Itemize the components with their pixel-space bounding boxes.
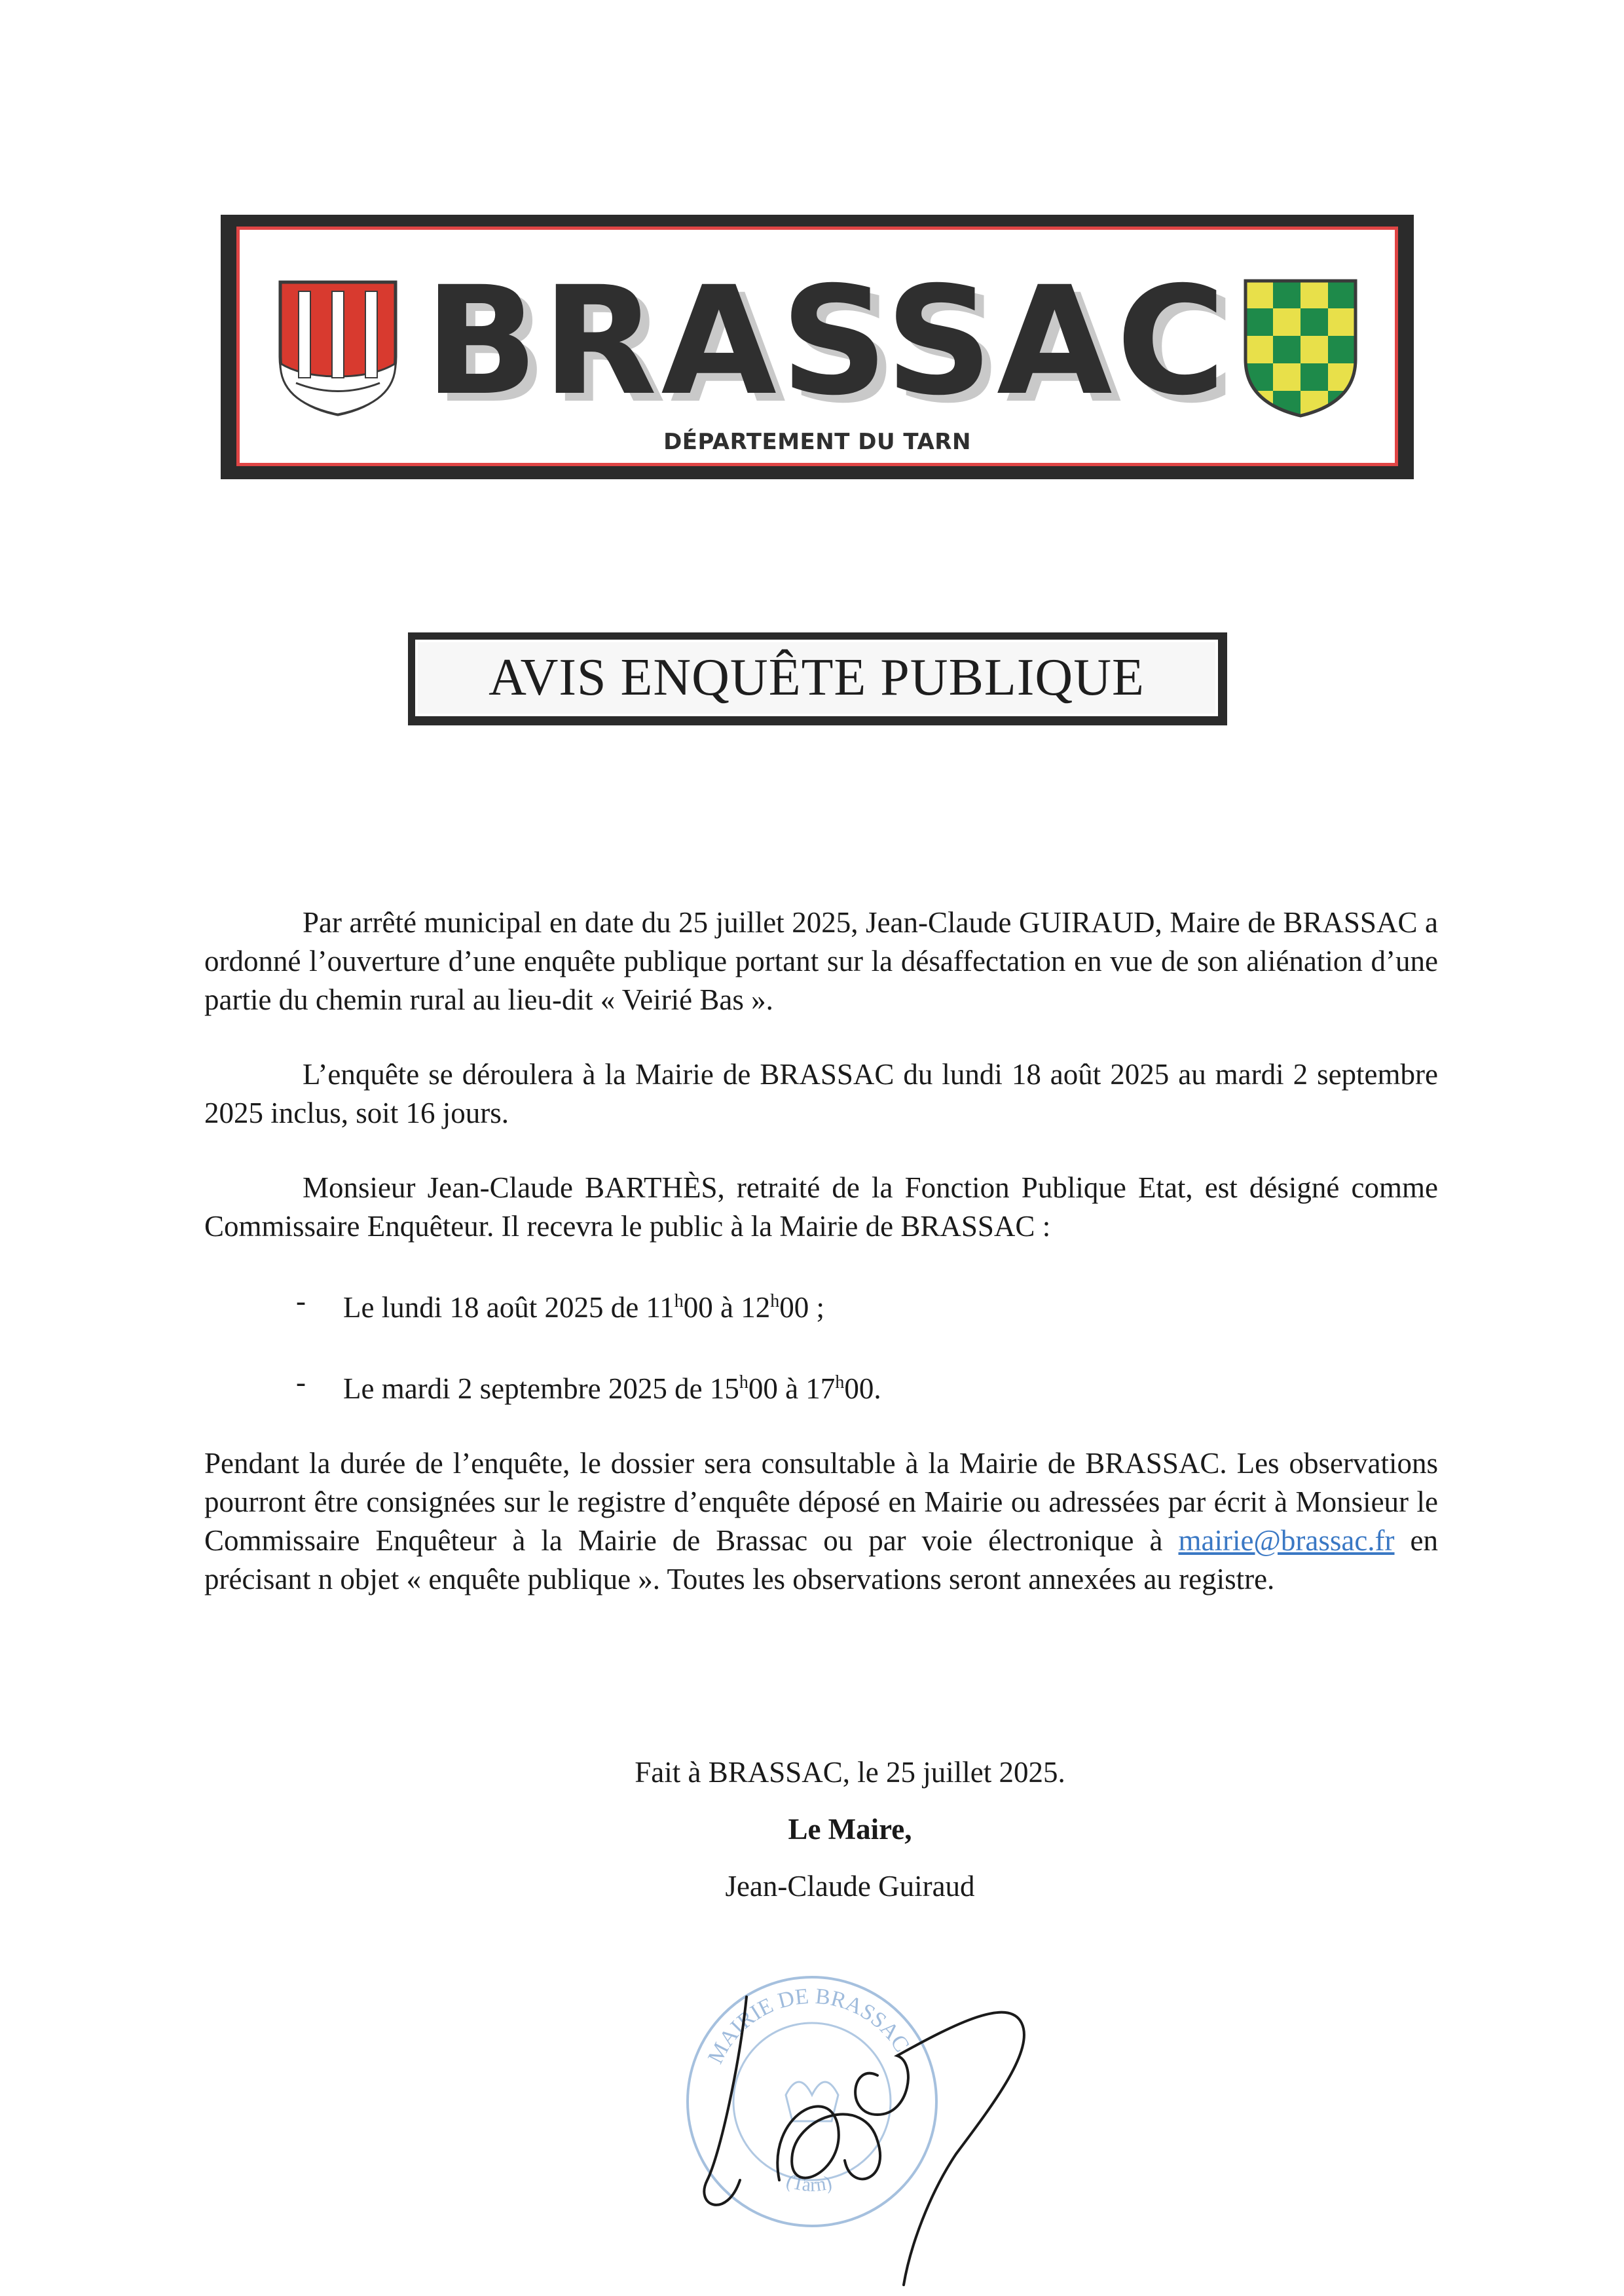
title-frame [408,632,1227,725]
schedule-mid: 00 à 17 [748,1372,836,1405]
schedule-prefix: Le mardi 2 septembre 2025 de 15 [343,1372,739,1405]
svg-text:MAIRIE DE BRASSAC: MAIRIE DE BRASSAC [703,1984,914,2068]
paragraph-order: Par arrêté municipal en date du 25 juillet 2025, Jean-Claude GUIRAUD, Maire de BRASSAC a ordonné l’ouverture d’une enquête publique portant sur la désaffectation en vue de son aliénation d’une partie du chemin rural au lieu-dit « Veirié Bas ». [204,906,1438,1016]
notice-body [204,903,1438,1635]
closing-block [575,1753,1125,1924]
consultation-text: Pendant la durée de l’enquête, le dossier sera consultable à la Mairie de BRASSAC. Les observations pourront être consignées sur le registre d’enquête déposé en Mairie ou adressées par écrit à Monsieur le Commissaire Enquêteur à la Mairie de Brassac ou par voie électronique à [204,1447,1438,1557]
svg-text:(Tarn): (Tarn) [783,2170,834,2196]
paragraph-dates: L’enquête se déroulera à la Mairie de BRASSAC du lundi 18 août 2025 au mardi 2 septembre 2025 inclus, soit 16 jours. [204,1058,1438,1129]
schedule-text [343,1291,824,1324]
schedule-text [343,1372,881,1405]
schedule-end: 00. [844,1372,881,1405]
letterhead [221,215,1414,479]
brassac-crest-right-icon [1243,278,1358,418]
hour-sup: h [674,1291,684,1311]
hour-sup: h [770,1291,780,1311]
title-inner [415,640,1218,716]
department-subtitle: DÉPARTEMENT DU TARN [663,429,971,455]
list-dash: - [296,1366,306,1398]
schedule-mid: 00 à 12 [683,1291,771,1324]
paragraph-consultation [204,1444,1438,1599]
schedule-end: 00 ; [779,1291,824,1324]
schedule-list [204,1282,1438,1408]
letterhead-frame [236,227,1398,466]
schedule-item [204,1363,1438,1408]
email-link[interactable]: mairie@brassac.fr [1178,1524,1395,1557]
place-date: Fait à BRASSAC, le 25 juillet 2025. [635,1756,1065,1789]
consultation-text-end: en précisant n objet « enquête publique ». Toutes les observations seront annexées au registre. [204,1524,1438,1595]
brand-name: BRASSAC [424,254,1230,428]
hour-sup: h [739,1372,748,1393]
mayor-signature [681,1984,1048,2291]
brassac-crest-left-icon [276,278,399,418]
hour-sup: h [835,1372,845,1393]
mayor-name: Jean-Claude Guiraud [725,1870,975,1903]
mayor-title: Le Maire, [788,1813,912,1846]
paragraph-commissioner: Monsieur Jean-Claude BARTHÈS, retraité de la Fonction Publique Etat, est désigné comme Commissaire Enquêteur. Il recevra le public à la Mairie de BRASSAC : [204,1171,1438,1243]
page-title: AVIS ENQUÊTE PUBLIQUE [489,649,1145,706]
schedule-prefix: Le lundi 18 août 2025 de 11 [343,1291,674,1324]
schedule-item [204,1282,1438,1327]
list-dash: - [296,1285,306,1317]
